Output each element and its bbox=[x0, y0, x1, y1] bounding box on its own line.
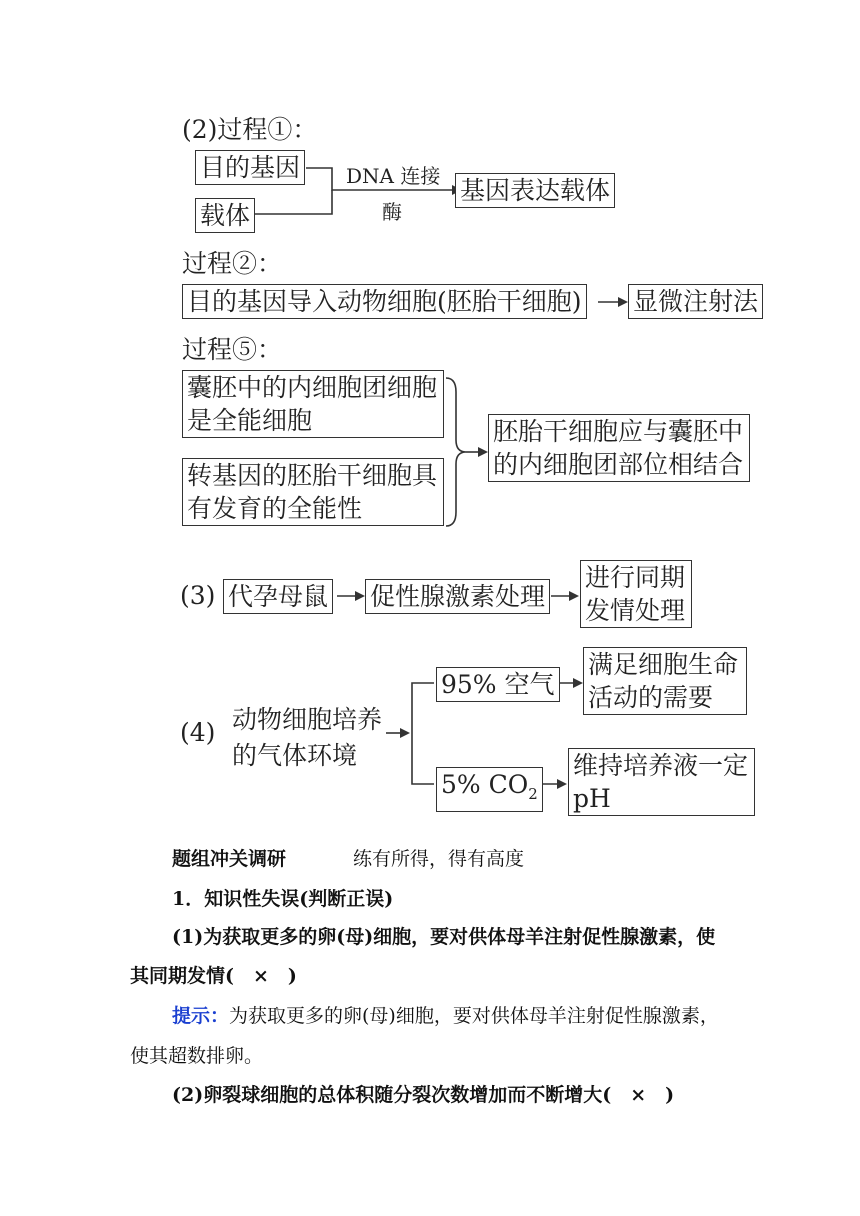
question2: (2)卵裂球细胞的总体积随分裂次数增加而不断增大( × ) bbox=[172, 1084, 675, 1106]
process1-label: (2)过程①： bbox=[182, 115, 318, 144]
hint-text1: 为获取更多的卵(母)细胞，要对供体母羊注射促性腺激素， bbox=[229, 1005, 719, 1027]
hint-line1 bbox=[172, 1001, 719, 1028]
item4-label: (4) bbox=[180, 718, 216, 747]
hint-line2: 使其超数排卵。 bbox=[130, 1045, 264, 1067]
box-vector: 载体 bbox=[195, 198, 255, 233]
co2-prefix: 5% CO bbox=[441, 770, 529, 799]
box-co2-purpose-line2: pH bbox=[573, 784, 611, 813]
box-air-purpose bbox=[583, 647, 747, 715]
enzyme-label-line2: 酶 bbox=[382, 200, 402, 224]
question1-line2: 其同期发情( × ) bbox=[130, 965, 297, 987]
box-surrogate-mouse: 代孕母鼠 bbox=[223, 579, 333, 614]
box-target-gene: 目的基因 bbox=[195, 150, 305, 185]
gas-environment-line2: 的气体环境 bbox=[232, 741, 358, 770]
hint-label: 提示： bbox=[172, 1005, 230, 1027]
box-expression-vector: 基因表达载体 bbox=[455, 173, 615, 208]
box-5-co2 bbox=[436, 767, 543, 812]
question-heading: 1．知识性失误(判断正误) bbox=[172, 888, 394, 910]
box-combine-result-line2: 的内细胞团部位相结合 bbox=[493, 450, 744, 479]
enzyme-label-line1: DNA 连接 bbox=[346, 164, 441, 188]
box-synchronized-estrus-line2: 发情处理 bbox=[585, 596, 686, 625]
box-air-purpose-line2: 活动的需要 bbox=[588, 683, 714, 712]
box-combine-result bbox=[488, 414, 750, 482]
process5-label: 过程⑤： bbox=[182, 335, 283, 364]
section-subtitle: 练有所得，得有高度 bbox=[353, 848, 525, 870]
box-transgenic-es-cells-line2: 有发育的全能性 bbox=[187, 494, 363, 523]
box-95-air: 95% 空气 bbox=[436, 667, 560, 702]
box-gene-transfer: 目的基因导入动物细胞(胚胎干细胞) bbox=[182, 284, 587, 319]
box-transgenic-es-cells bbox=[182, 458, 444, 526]
box-synchronized-estrus-line1: 进行同期 bbox=[585, 563, 686, 592]
box-combine-result-line1: 胚胎干细胞应与囊胚中 bbox=[493, 417, 744, 446]
box-transgenic-es-cells-line1: 转基因的胚胎干细胞具 bbox=[187, 461, 438, 490]
gas-environment-line1: 动物细胞培养 bbox=[232, 705, 383, 734]
box-co2-purpose-line1: 维持培养液一定 bbox=[573, 751, 749, 780]
box-inner-cell-mass-line1: 囊胚中的内细胞团细胞 bbox=[187, 373, 438, 402]
box-air-purpose-line1: 满足细胞生命 bbox=[588, 650, 739, 679]
process2-label: 过程②： bbox=[182, 249, 283, 278]
box-inner-cell-mass-line2: 是全能细胞 bbox=[187, 406, 313, 435]
co2-subscript: 2 bbox=[528, 785, 538, 803]
section-title: 题组冲关调研 bbox=[172, 848, 287, 870]
box-microinjection: 显微注射法 bbox=[628, 284, 763, 319]
box-co2-purpose bbox=[568, 748, 755, 816]
box-inner-cell-mass bbox=[182, 370, 444, 438]
question1-line1: (1)为获取更多的卵(母)细胞，要对供体母羊注射促性腺激素，使 bbox=[172, 926, 716, 948]
box-gonadotropin: 促性腺激素处理 bbox=[365, 579, 550, 614]
box-synchronized-estrus bbox=[580, 560, 692, 628]
item3-label: (3) bbox=[180, 581, 216, 610]
